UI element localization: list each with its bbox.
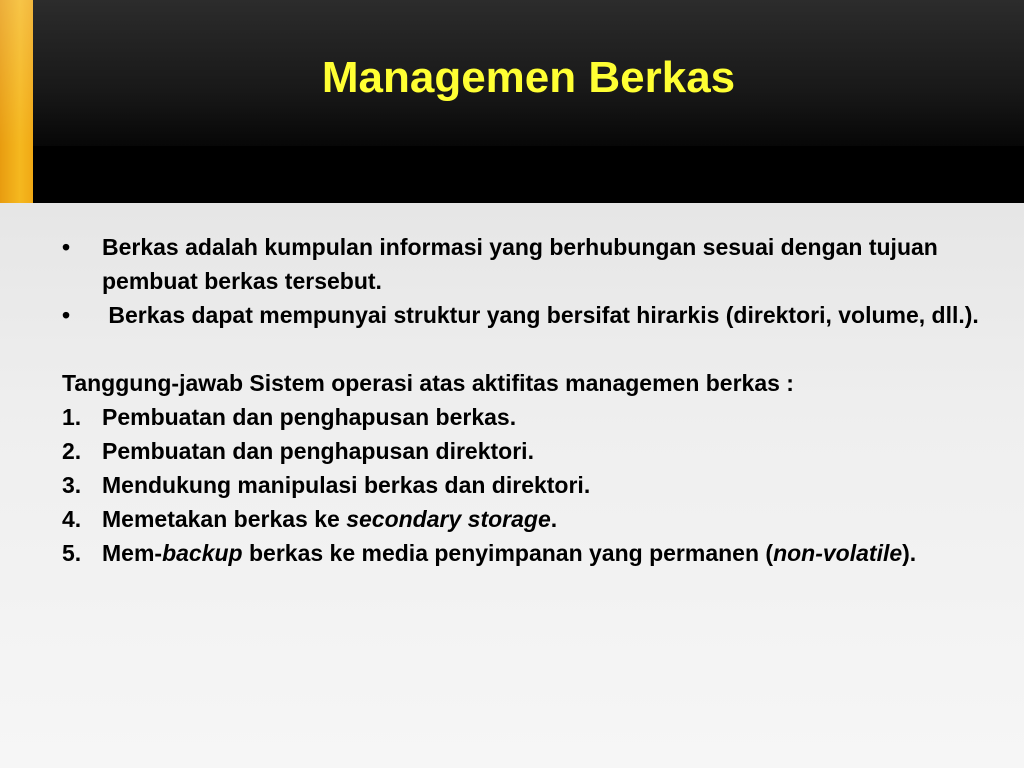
title-bar-band [0, 146, 1024, 203]
bullet-item [62, 298, 992, 332]
list-item [62, 400, 992, 434]
list-number: 4. [62, 506, 82, 532]
list-text-post: ). [902, 540, 917, 566]
slide-content [62, 230, 992, 570]
list-text-emphasis: backup [162, 540, 243, 566]
bullet-icon: • [62, 302, 71, 328]
list-text-mid: berkas ke media penyimpanan yang permanen ( [242, 540, 774, 566]
list-text: Mendukung manipulasi berkas dan direktori. [102, 472, 591, 498]
accent-bar [0, 0, 33, 203]
list-number: 5. [62, 540, 82, 566]
list-number: 2. [62, 438, 82, 464]
list-text-pre: Mem- [102, 540, 163, 566]
list-item [62, 536, 992, 570]
list-text: Pembuatan dan penghapusan direktori. [102, 438, 534, 464]
bullet-text: Berkas adalah kumpulan informasi yang berhubungan sesuai dengan tujuan pembuat berkas tersebut. [102, 234, 938, 294]
list-text: Pembuatan dan penghapusan berkas. [102, 404, 517, 430]
bullet-text: Berkas dapat mempunyai struktur yang bersifat hirarkis (direktori, volume, dll.). [102, 302, 979, 328]
list-item [62, 502, 992, 536]
intro-text: Tanggung-jawab Sistem operasi atas aktifitas managemen berkas : [62, 370, 794, 396]
bullet-icon: • [62, 234, 71, 260]
spacer [62, 332, 992, 366]
list-text-post: . [550, 506, 558, 532]
list-number: 1. [62, 404, 82, 430]
list-text-pre: Memetakan berkas ke [102, 506, 347, 532]
list-text-emphasis: secondary storage [346, 506, 551, 532]
list-number: 3. [62, 472, 82, 498]
list-item [62, 434, 992, 468]
slide-title: Managemen Berkas [321, 53, 736, 102]
bullet-item [62, 230, 992, 298]
list-item [62, 468, 992, 502]
list-text-emphasis: non-volatile [773, 540, 903, 566]
